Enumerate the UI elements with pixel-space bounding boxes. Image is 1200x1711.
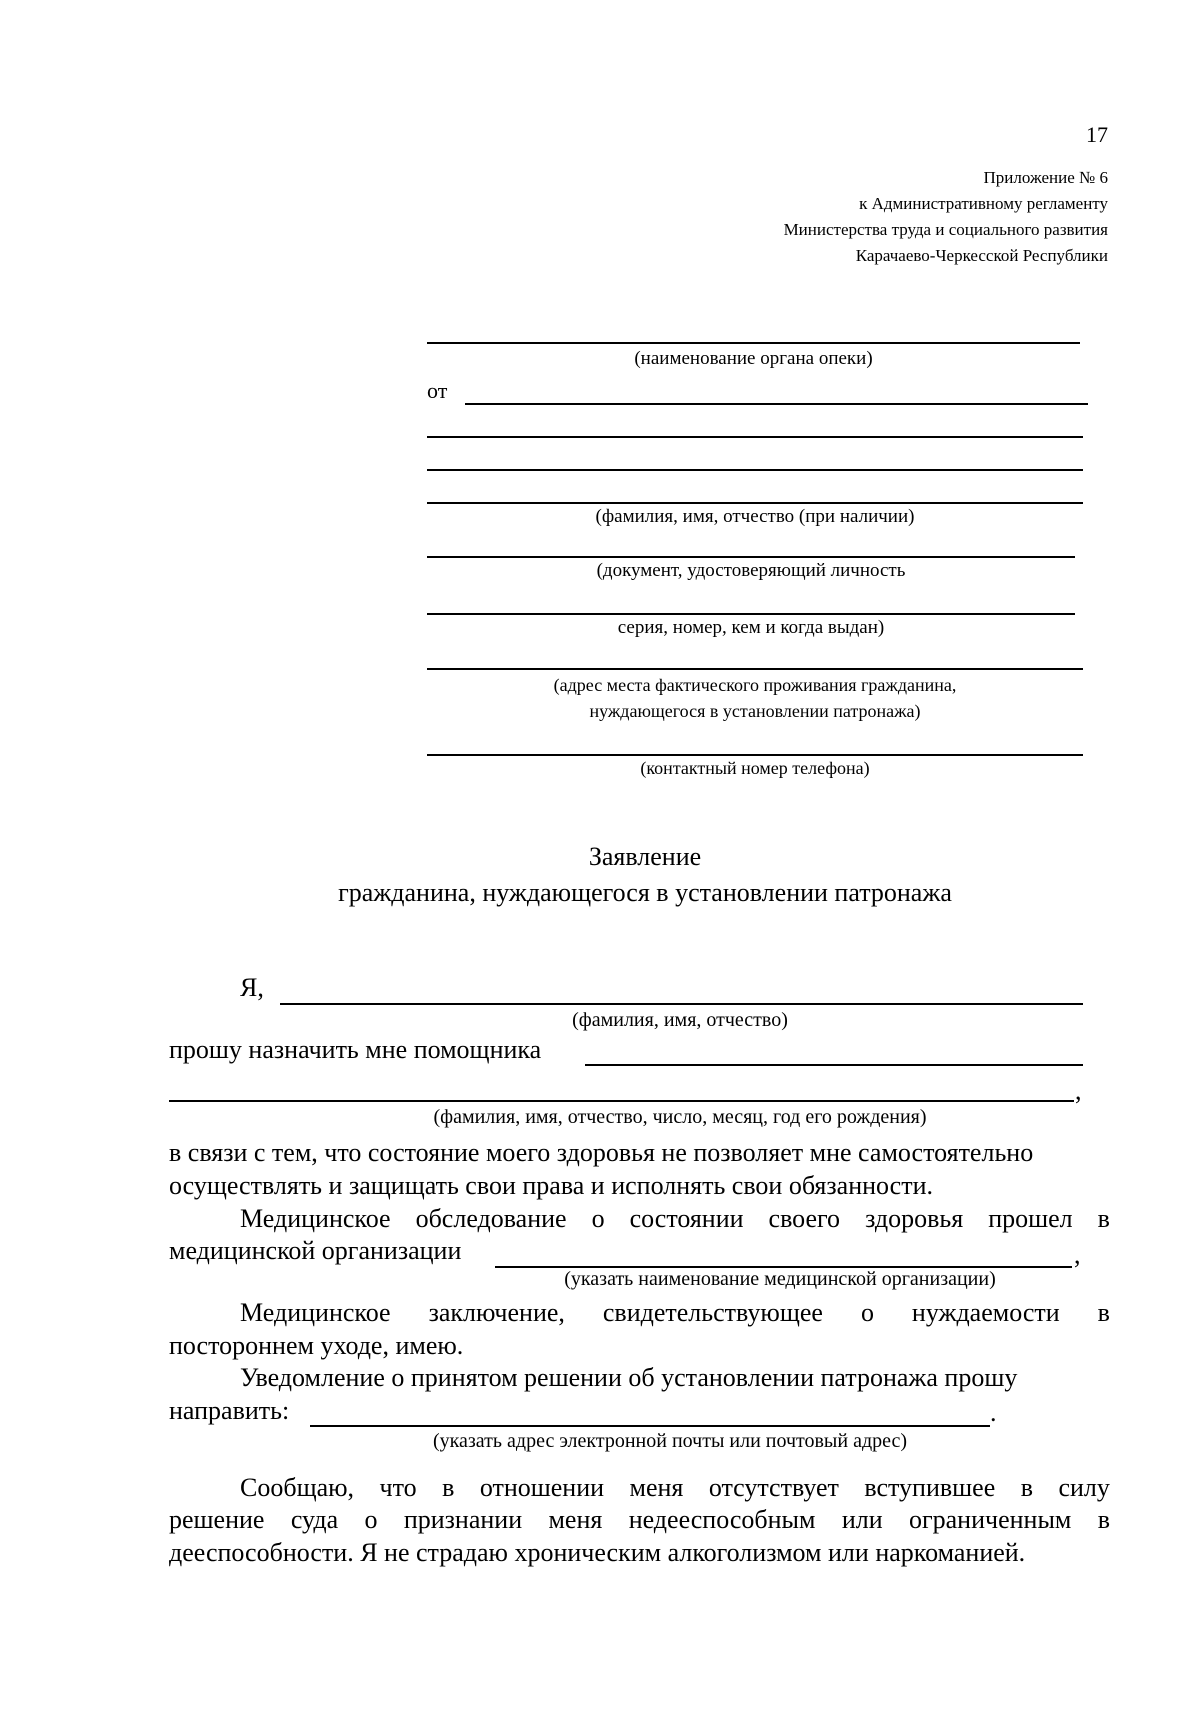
word: Медицинское	[240, 1204, 391, 1233]
word: недееспособным	[628, 1505, 816, 1534]
med-org-caption: (указать наименование медицинской организации)	[564, 1268, 996, 1290]
word: меня	[548, 1505, 603, 1534]
word: нуждаемости	[911, 1298, 1060, 1327]
appendix-line-1: Приложение № 6	[983, 168, 1108, 187]
doc-field-line[interactable]	[427, 556, 1075, 558]
address-caption-2: нуждающегося в установлении патронажа)	[589, 701, 921, 721]
fio-field-line[interactable]	[427, 502, 1083, 504]
page-number: 17	[1086, 122, 1108, 147]
conclusion-line-2: постороннем уходе, имею.	[169, 1331, 464, 1360]
ya-label: Я,	[240, 973, 264, 1002]
med-line-1	[240, 1204, 1110, 1234]
word: Медицинское	[240, 1298, 391, 1327]
word: о	[591, 1204, 605, 1233]
word: ограниченным	[908, 1505, 1072, 1534]
organ-caption: (наименование органа опеки)	[634, 348, 873, 369]
word: здоровья	[865, 1204, 964, 1233]
word: в	[1020, 1473, 1033, 1502]
document-subtitle: гражданина, нуждающегося в установлении патронажа	[338, 878, 952, 907]
med-comma: ,	[1074, 1240, 1081, 1269]
word: состоянии	[629, 1204, 744, 1233]
word: обследование	[415, 1204, 567, 1233]
final-line-3: дееспособности. Я не страдаю хроническим алкоголизмом или наркоманией.	[169, 1538, 1026, 1567]
phone-field-line[interactable]	[427, 754, 1083, 756]
word: суда	[290, 1505, 339, 1534]
request-text: прошу назначить мне помощника	[169, 1035, 542, 1064]
applicant-fio-field-line[interactable]	[280, 1003, 1083, 1005]
helper-field-line-2[interactable]	[169, 1100, 1074, 1102]
applicant-fio-caption: (фамилия, имя, отчество)	[572, 1009, 788, 1031]
word: своего	[768, 1204, 841, 1233]
word: в	[442, 1473, 455, 1502]
from-field-line-2[interactable]	[427, 436, 1083, 438]
notice-address-field-line[interactable]	[310, 1425, 990, 1427]
word: в	[1097, 1505, 1110, 1534]
word: что	[379, 1473, 417, 1502]
word: о	[860, 1298, 874, 1327]
from-field-line-1[interactable]	[465, 403, 1088, 405]
from-label: от	[427, 378, 448, 403]
from-field-line-3[interactable]	[427, 469, 1083, 471]
notice-period: .	[990, 1398, 997, 1427]
helper-caption: (фамилия, имя, отчество, число, месяц, год его рождения)	[433, 1106, 927, 1128]
address-field-line[interactable]	[427, 668, 1083, 670]
word: вступившее	[864, 1473, 996, 1502]
notice-line-1: Уведомление о принятом решении об установлении патронажа прошу	[240, 1363, 1018, 1392]
word: о	[364, 1505, 378, 1534]
reason-line-1: в связи с тем, что состояние моего здоровья не позволяет мне самостоятельно	[169, 1138, 1034, 1167]
helper-comma: ,	[1075, 1076, 1082, 1105]
reason-line-2: осуществлять и защищать свои права и исполнять свои обязанности.	[169, 1171, 933, 1200]
document-title: Заявление	[588, 842, 702, 871]
word: или	[841, 1505, 883, 1534]
fio-caption: (фамилия, имя, отчество (при наличии)	[595, 506, 915, 527]
word: прошел	[988, 1204, 1073, 1233]
word: в	[1097, 1204, 1110, 1233]
appendix-line-2: к Административному регламенту	[859, 194, 1108, 213]
phone-caption: (контактный номер телефона)	[640, 758, 870, 778]
word: свидетельствующее	[602, 1298, 823, 1327]
helper-field-line-1[interactable]	[585, 1064, 1083, 1066]
word: в	[1097, 1298, 1110, 1327]
final-line-1	[240, 1473, 1110, 1503]
conclusion-line-1	[240, 1298, 1110, 1328]
word: заключение,	[428, 1298, 565, 1327]
word: отсутствует	[708, 1473, 839, 1502]
notice-caption: (указать адрес электронной почты или почтовый адрес)	[432, 1430, 908, 1452]
word: меня	[629, 1473, 684, 1502]
med-line-2: медицинской организации	[169, 1236, 462, 1265]
word: силу	[1058, 1473, 1110, 1502]
appendix-line-3: Министерства труда и социального развития	[783, 220, 1108, 239]
organ-field-line[interactable]	[427, 342, 1080, 344]
final-line-2	[169, 1505, 1110, 1535]
address-caption-1: (адрес места фактического проживания гражданина,	[553, 675, 957, 695]
word: Сообщаю,	[240, 1473, 355, 1502]
doc-caption-2: серия, номер, кем и когда выдан)	[617, 617, 885, 638]
notice-line-2: направить:	[169, 1396, 290, 1425]
word: отношении	[479, 1473, 605, 1502]
appendix-line-4: Карачаево-Черкесской Республики	[855, 246, 1108, 265]
doc-series-field-line[interactable]	[427, 613, 1075, 615]
word: признании	[403, 1505, 523, 1534]
word: решение	[169, 1505, 265, 1534]
doc-caption-1: (документ, удостоверяющий личность	[596, 560, 906, 581]
